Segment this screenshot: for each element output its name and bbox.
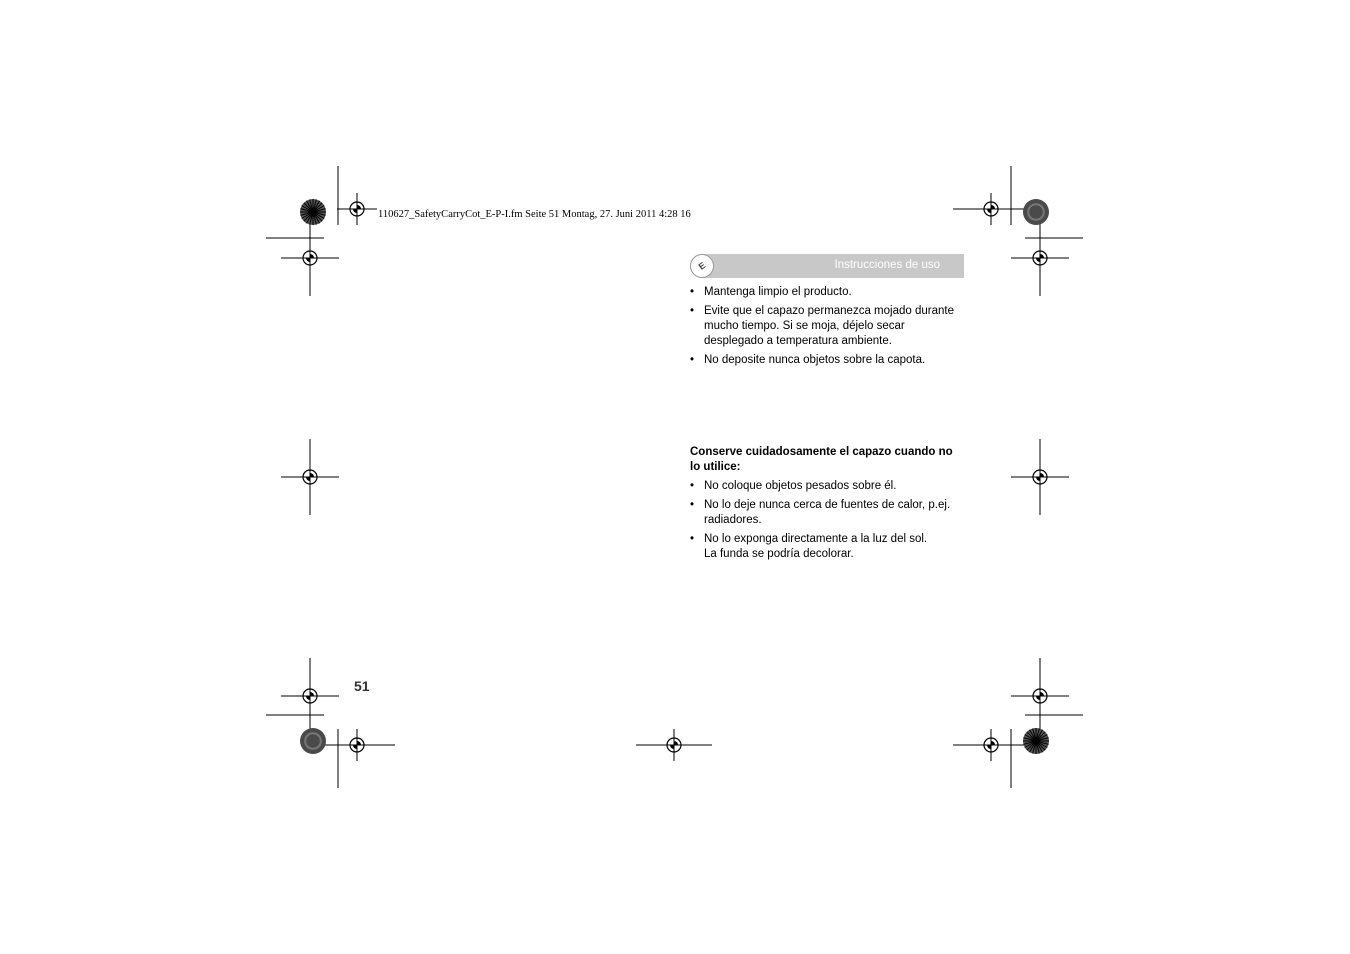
list-item: • No lo deje nunca cerca de fuentes de calor, p.ej. radiadores.	[690, 498, 966, 528]
list-item: • No deposite nunca objetos sobre la capota.	[690, 353, 966, 368]
registration-mark-icon	[1036, 696, 1040, 700]
registration-mark-icon	[1036, 258, 1040, 262]
registration-mark-icon	[357, 205, 361, 209]
list-item-text: No lo exponga directamente a la luz del sol.	[704, 533, 928, 545]
language-badge: E	[685, 249, 718, 282]
density-patch-icon	[300, 728, 326, 754]
list-item: • Mantenga limpio el producto.	[690, 285, 966, 300]
list-item	[690, 532, 966, 562]
registration-mark-icon	[1040, 473, 1044, 477]
registration-mark-icon	[670, 745, 674, 749]
section-header-bar	[690, 254, 964, 278]
registration-mark-icon	[310, 254, 314, 258]
registration-mark-icon	[306, 477, 310, 481]
registration-mark-icon	[306, 258, 310, 262]
page-number: 51	[354, 678, 370, 694]
registration-mark-icon	[310, 473, 314, 477]
list-item: • No coloque objetos pesados sobre él.	[690, 479, 966, 494]
registration-mark-icon	[1040, 692, 1044, 696]
registration-mark-icon	[991, 741, 995, 745]
registration-mark-icon	[1036, 477, 1040, 481]
registration-mark-icon	[353, 209, 357, 213]
storage-list	[690, 479, 966, 566]
registration-mark-icon	[353, 745, 357, 749]
storage-heading: Conserve cuidadosamente el capazo cuando no lo utilice:	[690, 446, 953, 473]
registration-mark-icon	[1040, 254, 1044, 258]
registration-mark-icon	[306, 696, 310, 700]
density-patch-icon	[1023, 199, 1049, 225]
list-item-text-line2: La funda se podría decolorar.	[704, 548, 854, 560]
registration-mark-icon	[357, 741, 361, 745]
registration-mark-icon	[991, 205, 995, 209]
section-header-title: Instrucciones de uso	[834, 259, 940, 271]
registration-mark-icon	[310, 692, 314, 696]
file-info-text: 110627_SafetyCarryCot_E-P-I.fm Seite 51 Montag, 27. Juni 2011 4:28 16	[378, 209, 691, 220]
registration-mark-icon	[987, 209, 991, 213]
care-list	[690, 285, 966, 372]
registration-mark-icon	[987, 745, 991, 749]
registration-mark-icon	[674, 741, 678, 745]
list-item: • Evite que el capazo permanezca mojado durante mucho tiempo. Si se moja, déjelo secar desplegado a temperatura ambiente.	[690, 304, 966, 349]
